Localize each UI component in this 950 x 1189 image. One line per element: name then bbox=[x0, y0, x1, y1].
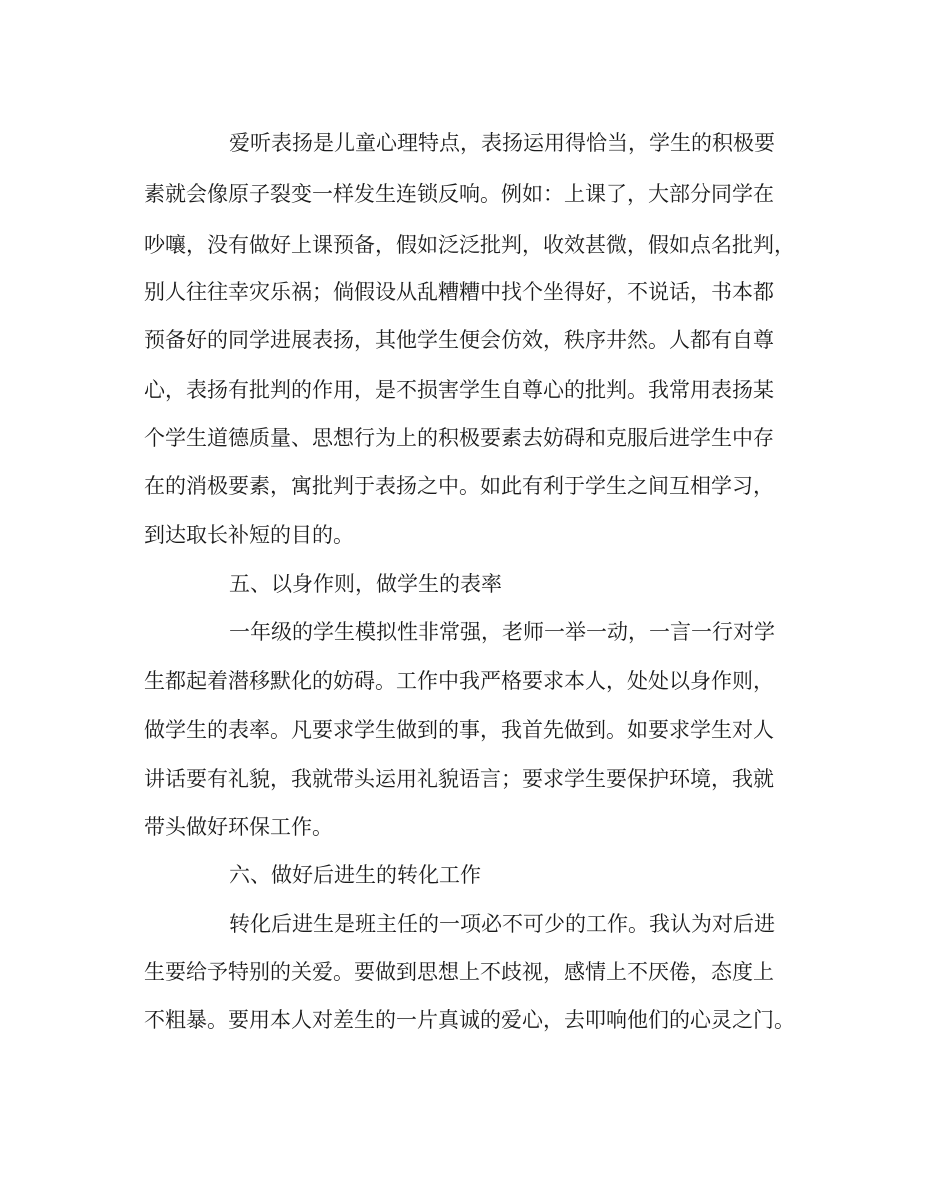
paragraph-line: 转化后进生是班主任的一项必不可少的工作。我认为对后进 bbox=[229, 912, 775, 936]
paragraph-line: 生都起着潜移默化的妨碍。工作中我严格要求本人，处处以身作则， bbox=[144, 669, 774, 693]
paragraph-line: 带头做好环保工作。 bbox=[144, 815, 333, 839]
paragraph-line: 讲话要有礼貌，我就带头运用礼貌语言；要求学生要保护环境，我就 bbox=[144, 767, 774, 791]
paragraph-line: 吵嚷，没有做好上课预备，假如泛泛批判，收效甚微，假如点名批判， bbox=[144, 233, 795, 257]
paragraph-line: 到达取长补短的目的。 bbox=[144, 523, 354, 547]
paragraph-line: 在的消极要素，寓批判于表扬之中。如此有利于学生之间互相学习， bbox=[144, 474, 774, 498]
paragraph-line: 别人往往幸灾乐祸；倘假设从乱糟糟中找个坐得好，不说话，书本都 bbox=[144, 280, 774, 304]
paragraph-line: 个学生道德质量、思想行为上的积极要素去妨碍和克服后进学生中存 bbox=[144, 426, 774, 450]
paragraph-line: 做学生的表率。凡要求学生做到的事，我首先做到。如要求学生对人 bbox=[144, 718, 774, 742]
paragraph-line: 预备好的同学进展表扬，其他学生便会仿效，秩序井然。人都有自尊 bbox=[144, 328, 774, 352]
paragraph-line: 不粗暴。要用本人对差生的一片真诚的爱心，去叩响他们的心灵之门。 bbox=[144, 1008, 795, 1032]
paragraph-line: 爱听表扬是儿童心理特点，表扬运用得恰当，学生的积极要 bbox=[229, 131, 775, 155]
paragraph-line: 生要给予特别的关爱。要做到思想上不歧视，感情上不厌倦，态度上 bbox=[144, 960, 774, 984]
section-heading: 六、做好后进生的转化工作 bbox=[229, 863, 481, 887]
paragraph-line: 心，表扬有批判的作用，是不损害学生自尊心的批判。我常用表扬某 bbox=[144, 378, 774, 402]
paragraph-line: 一年级的学生模拟性非常强，老师一举一动，一言一行对学 bbox=[229, 620, 775, 644]
section-heading: 五、以身作则，做学生的表率 bbox=[229, 572, 502, 596]
paragraph-line: 素就会像原子裂变一样发生连锁反响。例如：上课了，大部分同学在 bbox=[144, 182, 774, 206]
